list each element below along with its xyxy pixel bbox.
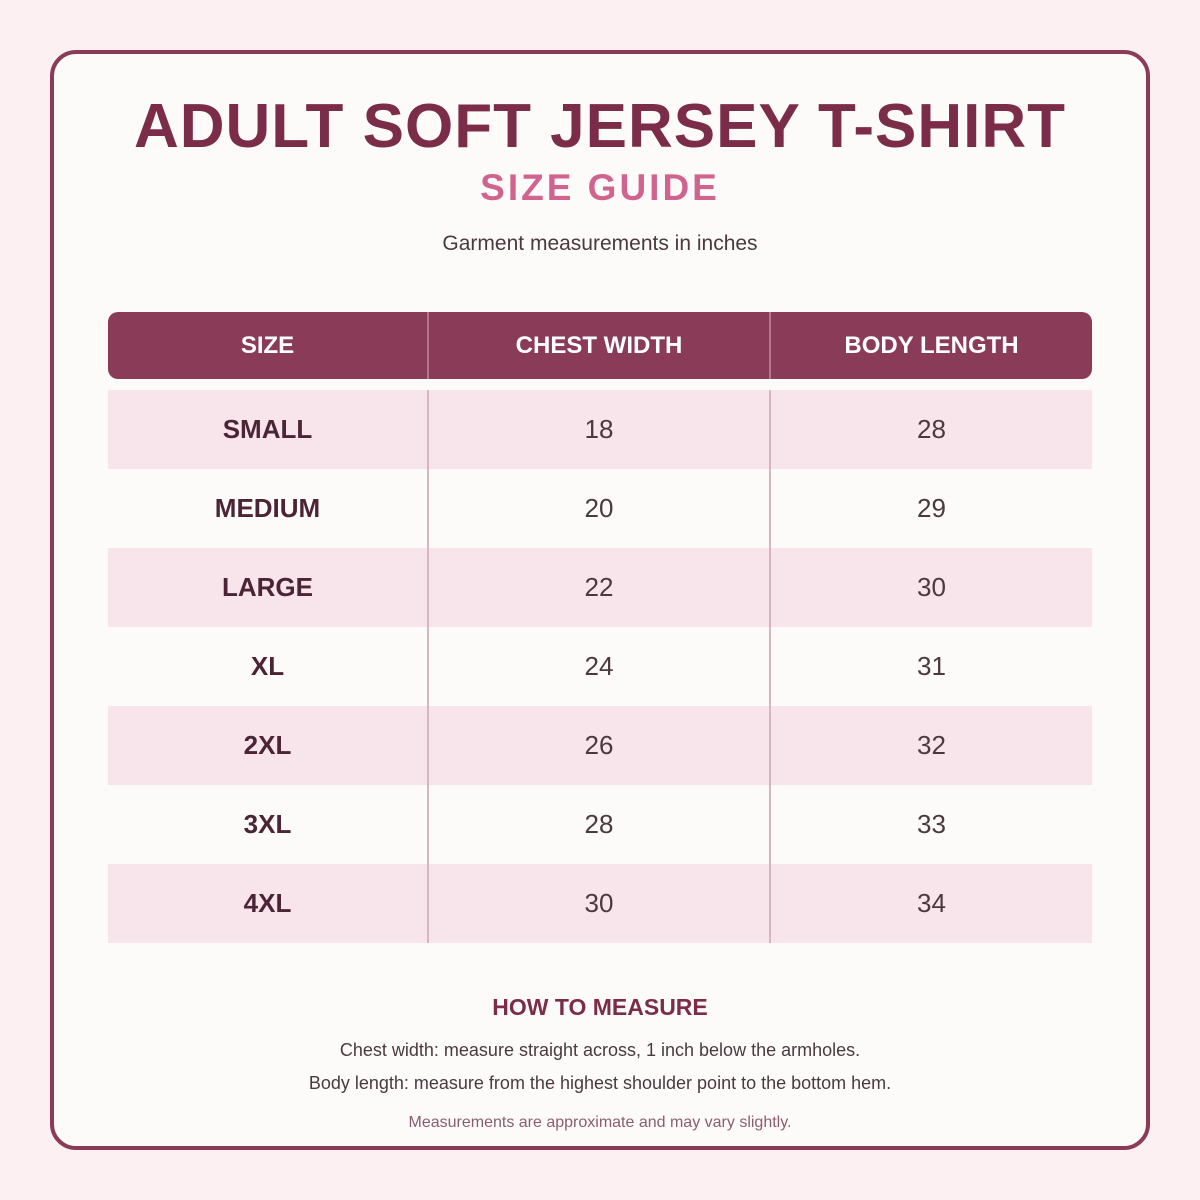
- length-instruction: Body length: measure from the highest shoulder point to the bottom hem.: [308, 1073, 892, 1093]
- chest-cell: 20: [429, 469, 771, 548]
- table-row: [108, 706, 1092, 785]
- chest-cell: 22: [429, 548, 771, 627]
- size-table: [108, 312, 1092, 943]
- header-body-length: BODY LENGTH: [844, 331, 1019, 359]
- how-to-measure-title: HOW TO MEASURE: [492, 994, 708, 1020]
- units-note: Garment measurements in inches: [442, 232, 758, 255]
- chest-cell: 18: [429, 390, 771, 469]
- chest-cell: 28: [429, 785, 771, 864]
- table-body: [108, 390, 1092, 943]
- table-row: [108, 548, 1092, 627]
- chest-cell: 26: [429, 706, 771, 785]
- size-cell: LARGE: [108, 548, 429, 627]
- size-cell: MEDIUM: [108, 469, 429, 548]
- table-row: [108, 785, 1092, 864]
- table-row: [108, 627, 1092, 706]
- table-row: [108, 864, 1092, 943]
- disclaimer: Measurements are approximate and may vary slightly.: [408, 1114, 792, 1131]
- size-cell: SMALL: [108, 390, 429, 469]
- table-row: [108, 390, 1092, 469]
- size-cell: XL: [108, 627, 429, 706]
- length-cell: 30: [917, 572, 946, 602]
- length-cell: 31: [917, 651, 946, 681]
- table-row: [108, 469, 1092, 548]
- page-title: ADULT SOFT JERSEY T-SHIRT: [133, 92, 1067, 161]
- chest-cell: 24: [429, 627, 771, 706]
- length-cell: 28: [917, 414, 946, 444]
- table-header: [108, 312, 1092, 379]
- header-chest-width: CHEST WIDTH: [429, 312, 771, 379]
- chest-instruction: Chest width: measure straight across, 1 inch below the armholes.: [339, 1040, 861, 1060]
- length-cell: 29: [917, 493, 946, 523]
- length-cell: 33: [917, 809, 946, 839]
- size-cell: 4XL: [108, 864, 429, 943]
- length-cell: 34: [917, 888, 946, 918]
- length-cell: 32: [917, 730, 946, 760]
- header-size: SIZE: [108, 312, 429, 379]
- size-cell: 3XL: [108, 785, 429, 864]
- size-cell: 2XL: [108, 706, 429, 785]
- chest-cell: 30: [429, 864, 771, 943]
- page-subtitle: SIZE GUIDE: [480, 167, 720, 208]
